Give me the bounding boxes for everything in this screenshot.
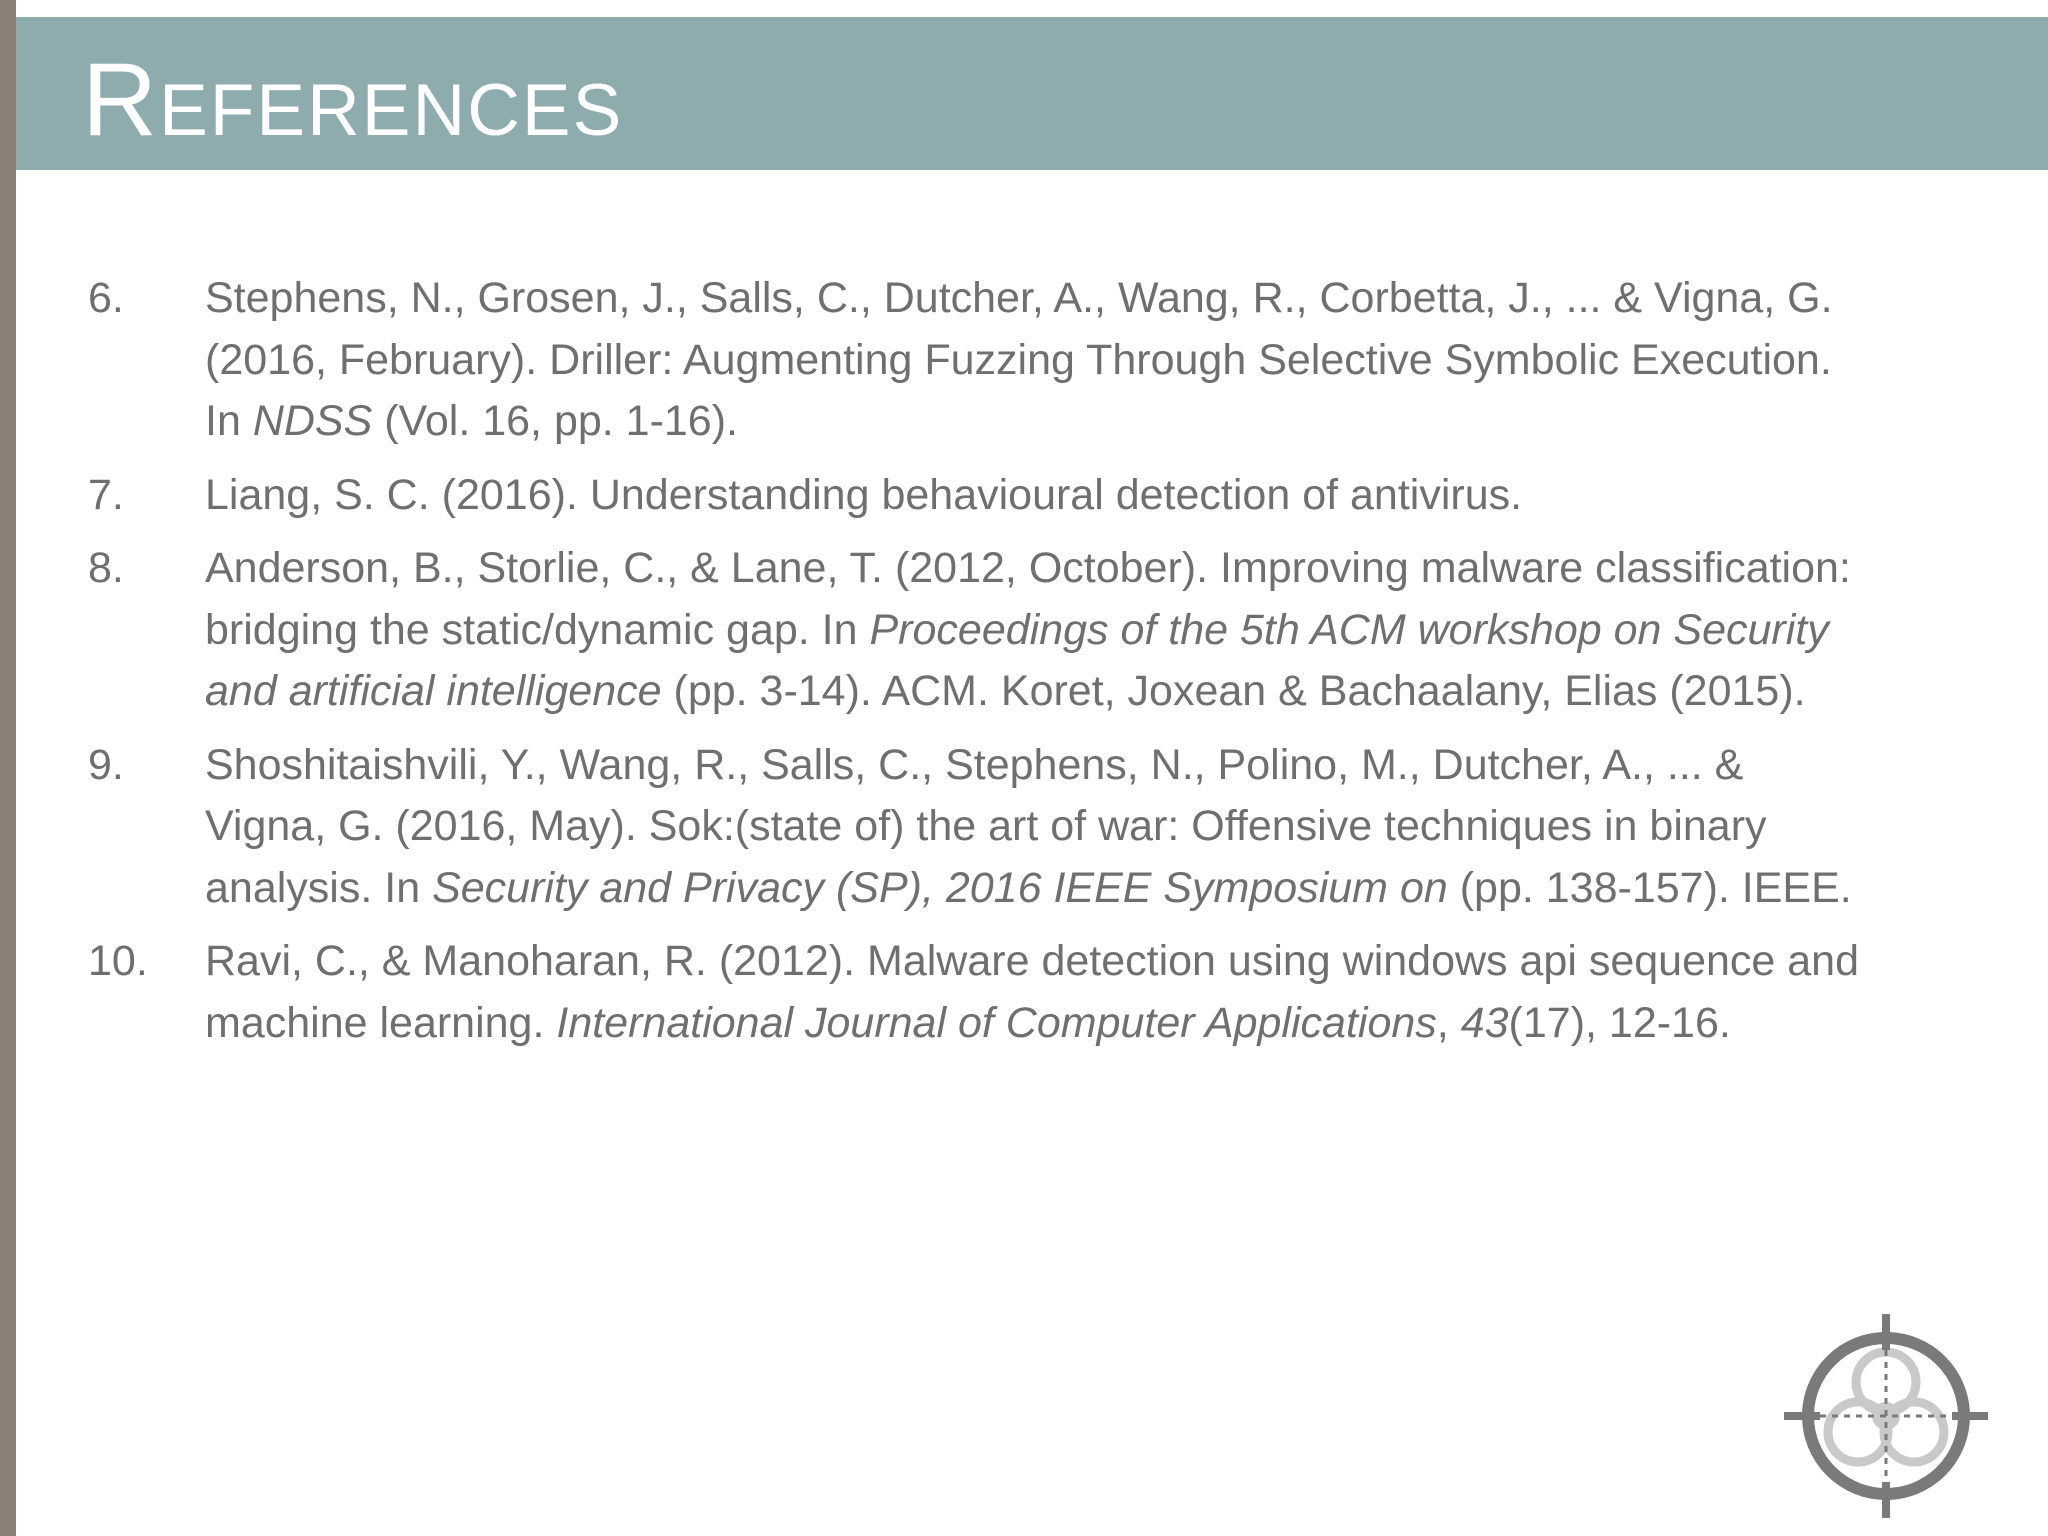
reference-venue: Proceedings of the 5th ACM workshop on Security and artificial intelligence — [205, 605, 1829, 715]
reference-text: Anderson, B., Storlie, C., & Lane, T. (2012, October). Improving malware classification: bridging the static/dynamic gap. In Proceedings of the 5th ACM workshop on Security and artificial intelligence (pp. 3-14). ACM. Koret, Joxean & Bachaalany, Elias (2015). — [205, 544, 1851, 715]
reference-venue: NDSS — [252, 397, 373, 445]
reference-number: 7. — [88, 470, 124, 519]
reference-item — [88, 931, 1868, 1054]
reference-item — [88, 538, 1868, 723]
reference-text: Shoshitaishvili, Y., Wang, R., Salls, C., Stephens, N., Polino, M., Dutcher, A., ... & Vigna, G. (2016, May). Sok:(state of) the art of war: Offensive techniques in binary analysis. In Security and Privacy (SP), 2016 IEEE Symposium on (pp. 138-157). IEEE. — [205, 740, 1852, 912]
left-accent-bar — [0, 0, 16, 1536]
reference-venue: Security and Privacy (SP), 2016 IEEE Symposium on — [432, 863, 1448, 912]
reference-item — [88, 268, 1868, 453]
crosshair-biohazard-icon — [1780, 1310, 1992, 1522]
reference-text: Stephens, N., Grosen, J., Salls, C., Dutcher, A., Wang, R., Corbetta, J., ... & Vigna, G. (2016, February). Driller: Augmenting Fuzzing Through Selective Symbolic Execution. In NDSS (Vol. 16, pp. 1-16). — [205, 274, 1833, 445]
reference-number: 8. — [88, 544, 124, 592]
reference-text: Liang, S. C. (2016). Understanding behavioural detection of antivirus. — [205, 470, 1523, 519]
reference-venue: International Journal of Computer Applications — [556, 998, 1437, 1047]
reference-list — [88, 268, 1868, 1066]
reference-item — [88, 465, 1868, 527]
slide-title: References — [82, 42, 624, 158]
reference-text: Ravi, C., & Manoharan, R. (2012). Malware detection using windows api sequence and machine learning. International Journal of Computer Applications, 43(17), 12-16. — [205, 937, 1860, 1047]
reference-number: 6. — [88, 274, 124, 322]
reference-item — [88, 735, 1868, 920]
reference-number: 10. — [88, 937, 148, 985]
reference-number: 9. — [88, 740, 124, 789]
reference-volume: 43 — [1460, 998, 1509, 1047]
